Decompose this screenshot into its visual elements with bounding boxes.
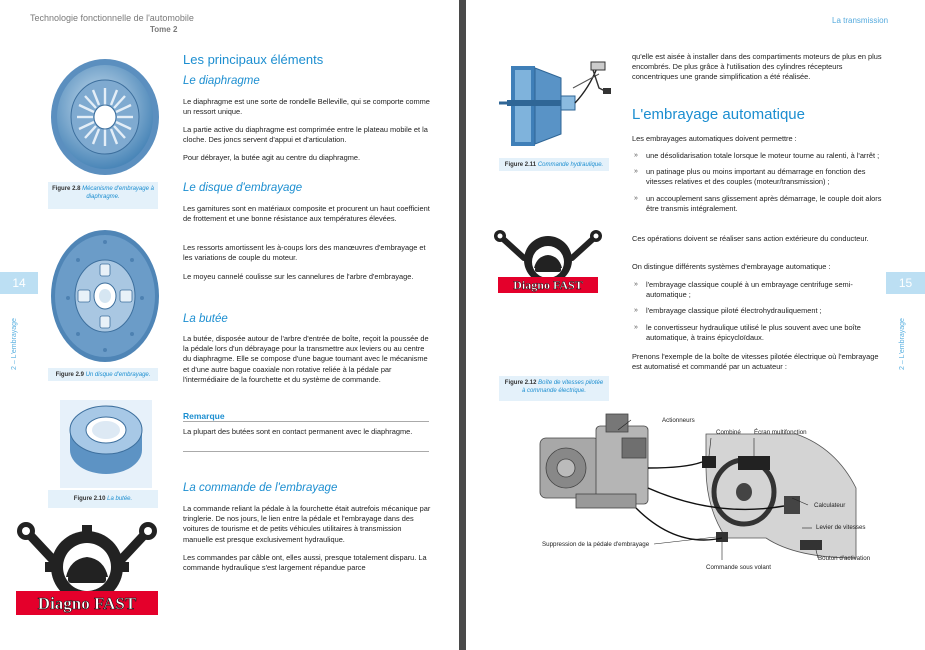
butee-title: La butée	[183, 313, 228, 325]
diaphragme-title: Le diaphragme	[183, 75, 260, 87]
left-page	[0, 0, 459, 650]
label-levier: Levier de vitesses	[816, 524, 866, 531]
diaphragme-paragraph-3: Pour débrayer, la butée agit au centre du diaphragme.	[183, 153, 361, 162]
diaphragme-paragraph-2: La partie active du diaphragme est comprimée entre le plateau mobile et la cloche. Des joncs servent d'appui et d'articulation.	[183, 125, 428, 145]
paragraph-3: On distingue différents systèmes d'embrayage automatique :	[632, 262, 831, 271]
clutch-disc-illustration	[48, 228, 162, 366]
paragraph-1: Les embrayages automatiques doivent permettre :	[632, 134, 797, 143]
list-item: » l'embrayage classique piloté électrohydrauliquement ;	[634, 306, 822, 316]
clutch-mechanism-illustration	[48, 55, 162, 179]
figure-caption: Commande hydraulique.	[537, 162, 604, 168]
label-ecran: Écran multifonction	[754, 429, 807, 436]
commande-title: La commande de l'embrayage	[183, 482, 338, 494]
label-combine: Combiné	[716, 429, 741, 436]
list-item: » le convertisseur hydraulique utilisé le plus souvent avec une boîte automatique, à trains épicycloïdaux.	[634, 322, 861, 342]
commande-paragraph-1: La commande reliant la pédale à la fourchette était autrefois mécanique par tringlerie. De nos jours, le lien entre la pédale et l'embrayage dans des voitures de tourisme et de petits véhicules utilitaires à transmission manuelle est presque exclusivement hydraulique.	[183, 504, 431, 544]
butee-paragraph: La butée, disposée autour de l'arbre d'entrée de boîte, reçoit la poussée de la pédale lors d'un débrayage pour la transmettre aux leviers ou au centre du diaphragme. Elle se compose d'une bague tournant avec le mécanisme et d'une autre bague coaxiale non rotative reliée à la pédale par l'intermédiaire de la fourchette et du système de commande.	[183, 334, 429, 384]
figure-number: Figure 2.11	[504, 162, 537, 168]
diagno-fast-logo	[492, 228, 604, 296]
right-page	[466, 0, 925, 650]
diaphragme-paragraph-1: Le diaphragme est une sorte de rondelle Belleville, qui se comporte comme un ressort unique.	[183, 97, 430, 117]
hydraulic-command-illustration	[499, 48, 613, 156]
list-item: » l'embrayage classique couplé à un embrayage centrifuge semi-automatique ;	[634, 280, 853, 300]
page-number: 15	[886, 272, 925, 294]
remarque-title: Remarque	[183, 411, 229, 421]
list-item: » un patinage plus ou moins important au démarrage en fonction des vitesses relatives et des couples (moteur/transmission) ;	[634, 167, 866, 187]
disque-title: Le disque d'embrayage	[183, 182, 303, 194]
intro-continuation: qu'elle est aisée à installer dans des compartiments moteurs de plus en plus encombrés. De plus grâce à l'utilisation des cylindres récepteurs concentriques une grande simplification a été réalisée.	[632, 52, 882, 82]
paragraph-2: Ces opérations doivent se réaliser sans action extérieure du conducteur.	[632, 234, 869, 243]
disque-paragraph-2: Les ressorts amortissent les à-coups lors des manœuvres d'embrayage et les variations de couple du moteur.	[183, 243, 426, 263]
bullet-list-2	[632, 280, 886, 343]
header-title: Technologie fonctionnelle de l'automobile	[30, 13, 194, 23]
section-title: L'embrayage automatique	[632, 106, 805, 123]
side-tab: 2 – L'embrayage	[11, 318, 18, 370]
figure-2-8-caption	[48, 182, 158, 209]
figure-caption: Boîte de vitesses pilotée à commande électrique.	[521, 380, 604, 394]
diagno-fast-logo	[14, 515, 160, 621]
side-tab: 2 – L'embrayage	[899, 318, 906, 370]
figure-2-12-caption	[499, 376, 609, 401]
disque-paragraph-3: Le moyeu cannelé coulisse sur les cannelures de l'arbre d'embrayage.	[183, 272, 414, 281]
label-calculateur: Calculateur	[814, 502, 846, 509]
header-tome: Tome 2	[150, 25, 178, 34]
remarque-text: La plupart des butées sont en contact permanent avec le diaphragme.	[183, 427, 413, 436]
figure-2-11-caption	[499, 158, 609, 171]
label-suppression: Suppression de la pédale d'embrayage	[542, 541, 650, 548]
page-number: 14	[0, 272, 38, 294]
figure-caption: Mécanisme d'embrayage à diaphragme.	[82, 186, 154, 200]
release-bearing-illustration	[60, 400, 152, 488]
label-commande-volant: Commande sous volant	[706, 564, 772, 571]
label-bouton: Bouton d'activation	[818, 555, 871, 562]
logo-text: Diagno FAST	[37, 594, 137, 613]
label-actionneurs: Actionneurs	[662, 417, 695, 424]
disque-paragraph-1: Les garnitures sont en matériaux composite et procurent un haut coefficient de frottement et une bonne résistance aux températures élevées.	[183, 204, 430, 224]
list-item: » une désolidarisation totale lorsque le moteur tourne au ralenti, à l'arrêt ;	[634, 151, 880, 160]
commande-paragraph-2: Les commandes par câble ont, elles aussi, presque totalement disparu. La commande hydraulique s'est largement répandue parce	[183, 553, 427, 573]
figure-caption: Un disque d'embrayage.	[85, 372, 151, 378]
figure-number: Figure 2.9	[55, 372, 84, 378]
figure-number: Figure 2.8	[52, 186, 81, 192]
logo-text: Diagno FAST	[513, 278, 583, 292]
paragraph-4: Prenons l'exemple de la boîte de vitesses pilotée électrique où l'embrayage est automatisé et commandé par un actuateur :	[632, 352, 879, 372]
figure-number: Figure 2.10	[73, 496, 106, 502]
list-item: » un accouplement sans glissement après démarrage, le couple doit alors être transmis intégralement.	[634, 193, 882, 213]
section-title: Les principaux éléments	[183, 52, 324, 67]
header-right: La transmission	[832, 16, 889, 25]
figure-number: Figure 2.12	[504, 380, 537, 386]
figure-caption: La butée.	[107, 496, 133, 502]
figure-2-10-caption	[48, 490, 158, 508]
remarque-bottom-rule	[183, 451, 429, 452]
bullet-list-1	[632, 151, 886, 214]
figure-2-9-caption	[48, 368, 158, 381]
